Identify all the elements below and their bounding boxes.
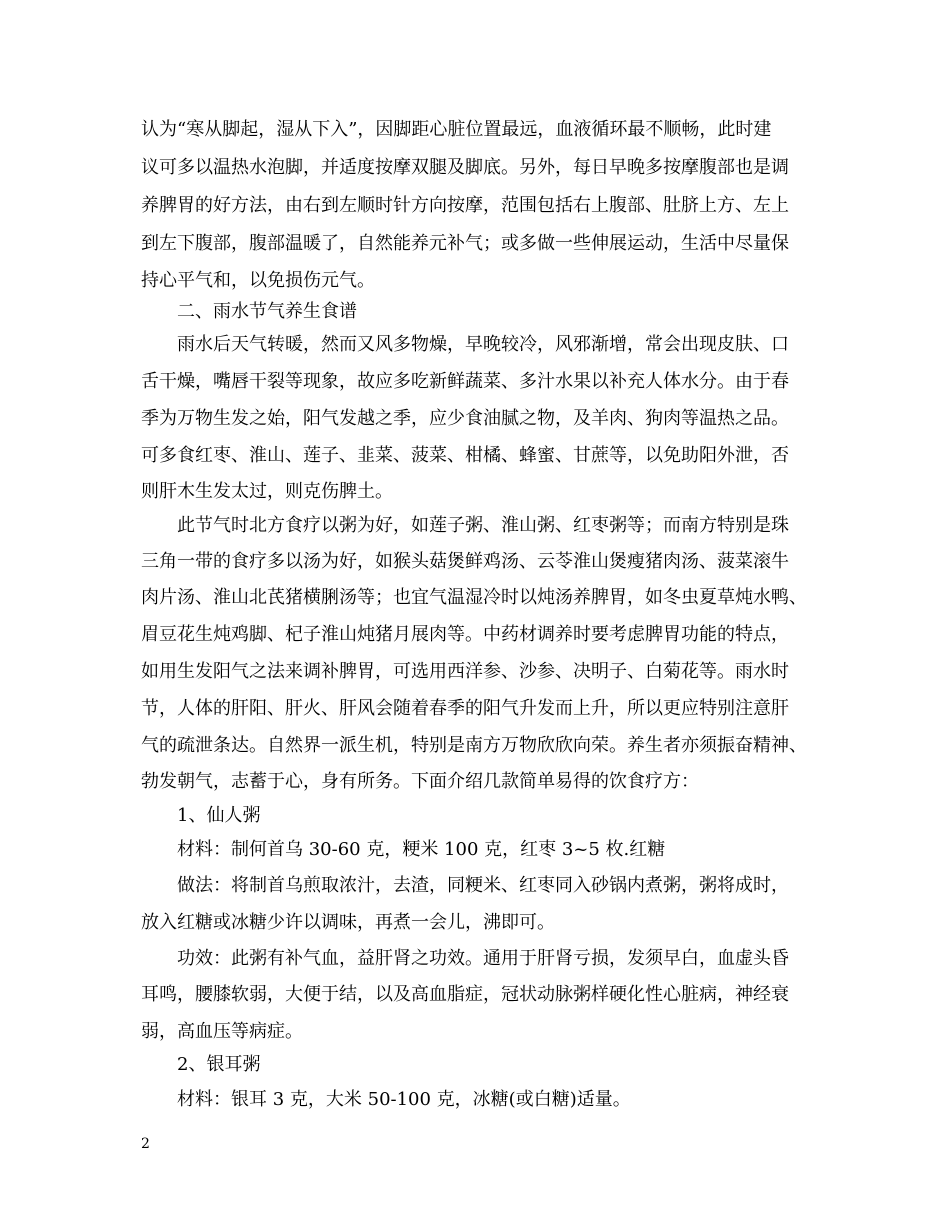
- text-line: 持心平气和，以免损伤元气。: [141, 270, 375, 291]
- text-line: 功效：此粥有补气血，益肝肾之功效。通用于肝肾亏损，发须早白，血虚头昏: [177, 948, 789, 969]
- text-line: 放入红糖或冰糖少许以调味，再煮一会儿，沸即可。: [141, 912, 555, 933]
- text-line: 耳鸣，腰膝软弱，大便于结，以及高血脂症，冠状动脉粥样硬化性心脏病，神经衰: [141, 984, 789, 1005]
- text-line: 肉片汤、淮山北芪猪横脷汤等；也宜气温湿冷时以炖汤养脾胃，如冬虫夏草炖水鸭、: [141, 587, 807, 608]
- recipe-heading: 1、仙人粥: [177, 805, 261, 826]
- text-line: 此节气时北方食疗以粥为好，如莲子粥、淮山粥、红枣粥等；而南方特别是珠: [177, 515, 789, 536]
- text-line: 到左下腹部，腹部温暖了，自然能养元补气；或多做一些伸展运动，生活中尽量保: [141, 233, 789, 254]
- page-number: 2: [141, 1136, 150, 1152]
- recipe-heading: 2、银耳粥: [177, 1054, 261, 1075]
- text-line: 则肝木生发太过，则克伤脾土。: [141, 481, 393, 502]
- text-line: 认为“寒从脚起，湿从下入”，因脚距心脏位置最远，血液循环最不顺畅，此时建: [141, 119, 772, 140]
- text-line: 舌干燥，嘴唇干裂等现象，故应多吃新鲜蔬菜、多汁水果以补充人体水分。由于春: [141, 371, 789, 392]
- text-line: 议可多以温热水泡脚，并适度按摩双腿及脚底。另外，每日早晚多按摩腹部也是调: [141, 157, 789, 178]
- text-line: 养脾胃的好方法，由右到左顺时针方向按摩，范围包括右上腹部、肚脐上方、左上: [141, 195, 789, 216]
- text-line: 材料：制何首乌 30-60 克，粳米 100 克，红枣 3~5 枚.红糖: [177, 839, 666, 860]
- text-line: 气的疏泄条达。自然界一派生机，特别是南方万物欣欣向荣。养生者亦须振奋精神、: [141, 735, 807, 756]
- text-line: 季为万物生发之始，阳气发越之季，应少食油腻之物，及羊肉、狗肉等温热之品。: [141, 408, 789, 429]
- text-line: 雨水后天气转暖，然而又风多物燥，早晚较冷，风邪渐增，常会出现皮肤、口: [177, 334, 789, 355]
- text-line: 可多食红枣、淮山、莲子、韭菜、菠菜、柑橘、蜂蜜、甘蔗等，以免助阳外泄，否: [141, 445, 789, 466]
- text-line: 勃发朝气，志蓄于心，身有所务。下面介绍几款简单易得的饮食疗方：: [141, 771, 699, 792]
- text-line: 如用生发阳气之法来调补脾胃，可选用西洋参、沙参、决明子、白菊花等。雨水时: [141, 661, 789, 682]
- text-line: 节，人体的肝阳、肝火、肝风会随着春季的阳气升发而上升，所以更应特别注意肝: [141, 698, 789, 719]
- text-line: 做法：将制首乌煎取浓汁，去渣，同粳米、红枣同入砂锅内煮粥，粥将成时，: [177, 875, 789, 896]
- text-line: 眉豆花生炖鸡脚、杞子淮山炖猪月展肉等。中药材调养时要考虑脾胃功能的特点，: [141, 624, 789, 645]
- text-line: 弱，高血压等病症。: [141, 1021, 303, 1042]
- text-line: 三角一带的食疗多以汤为好，如猴头菇煲鲜鸡汤、云苓淮山煲瘦猪肉汤、菠菜滚牛: [141, 551, 789, 572]
- text-line: 材料：银耳 3 克，大米 50-100 克，冰糖(或白糖)适量。: [177, 1089, 631, 1110]
- section-heading: 二、雨水节气养生食谱: [177, 301, 357, 322]
